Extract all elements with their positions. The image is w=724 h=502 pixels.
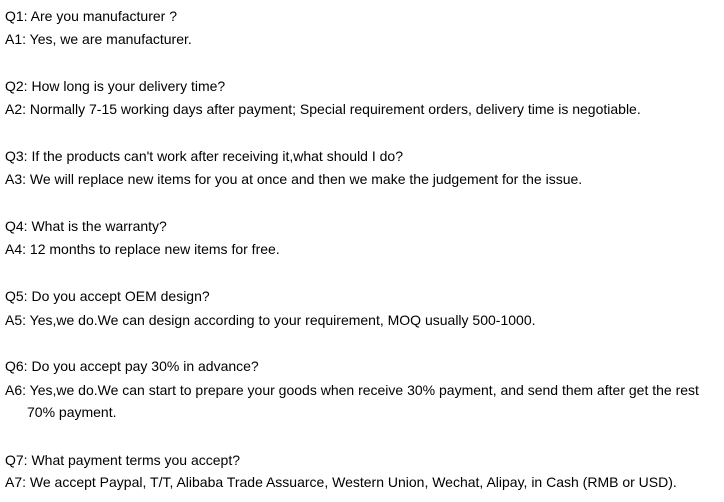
answer-4: A4: 12 months to replace new items for free. xyxy=(5,241,280,257)
question-5: Q5: Do you accept OEM design? xyxy=(5,288,210,304)
answer-5: A5: Yes,we do.We can design according to your requirement, MOQ usually 500-1000. xyxy=(5,312,536,328)
question-3: Q3: If the products can't work after receiving it,what should I do? xyxy=(5,148,403,164)
answer-6-continuation: 70% payment. xyxy=(27,404,117,420)
answer-7: A7: We accept Paypal, T/T, Alibaba Trade Assuarce, Western Union, Wechat, Alipay, in Cash (RMB or USD). xyxy=(5,474,677,490)
answer-1: A1: Yes, we are manufacturer. xyxy=(5,31,192,47)
answer-6: A6: Yes,we do.We can start to prepare your goods when receive 30% payment, and send them after get the rest xyxy=(5,382,699,398)
answer-2: A2: Normally 7-15 working days after payment; Special requirement orders, delivery time is negotiable. xyxy=(5,101,641,117)
question-1: Q1: Are you manufacturer ? xyxy=(5,8,177,24)
question-4: Q4: What is the warranty? xyxy=(5,218,167,234)
question-7: Q7: What payment terms you accept? xyxy=(5,452,240,468)
answer-3: A3: We will replace new items for you at once and then we make the judgement for the issue. xyxy=(5,171,583,187)
question-2: Q2: How long is your delivery time? xyxy=(5,78,226,94)
question-6: Q6: Do you accept pay 30% in advance? xyxy=(5,358,259,374)
